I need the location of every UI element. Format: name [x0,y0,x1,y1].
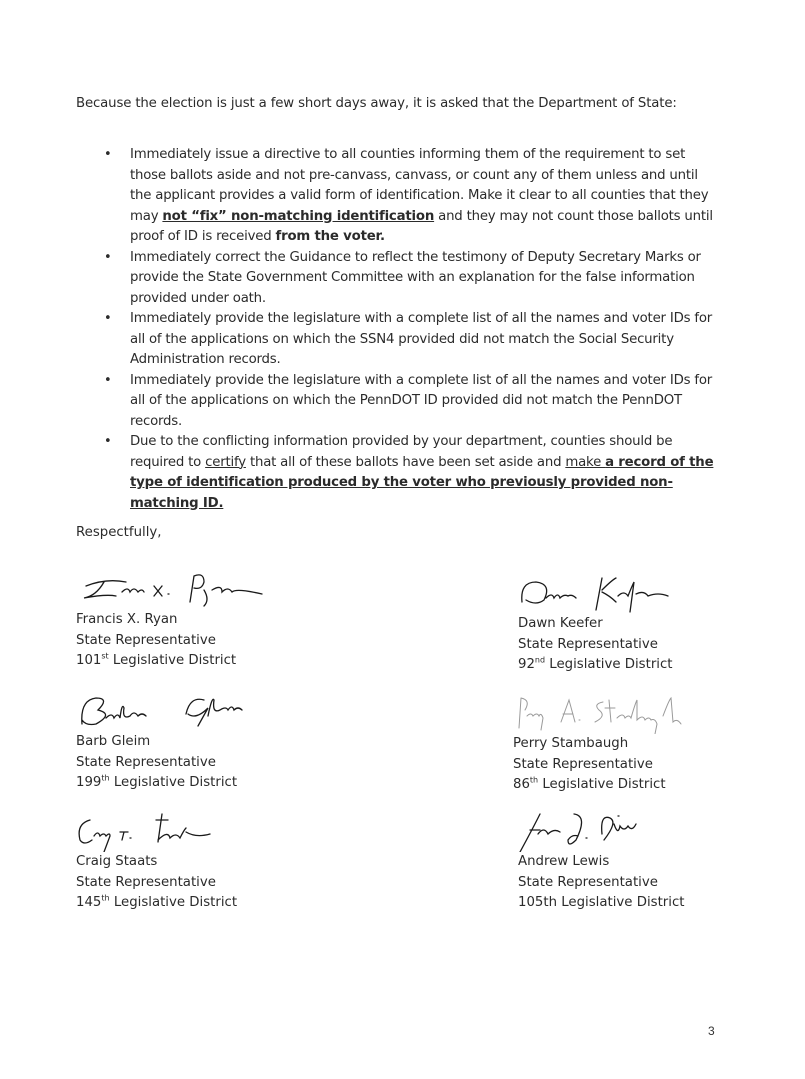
signatory-title: State Representative [518,636,658,652]
request-item: • Immediately provide the legislature with a complete list of all the names and voter IDs for all of the applications on which the PennDOT ID provided did not match the PennDOT records. [104,372,713,429]
signature-craig-staats-icon [76,810,236,852]
emphasis-text: certify [205,454,246,470]
request-item: • Immediately correct the Guidance to reflect the testimony of Deputy Secretary Marks or provide the State Government Committee with an explanation for the false information provided under oath. [104,249,701,306]
signatory-name: Andrew Lewis [518,854,610,869]
intro-paragraph: Because the election is just a few short days away, it is asked that the Department of State: [76,96,677,111]
bullet-icon: • [104,311,112,326]
signatory-name: Barb Gleim [76,734,151,749]
signature-andrew-lewis-icon [518,810,688,852]
signatory-title: State Representative [513,756,653,772]
emphasis-text: not “fix” non-matching identification [162,208,435,224]
closing-salutation: Respectfully, [76,525,162,540]
signatory-name: Francis X. Ryan [76,612,178,627]
signature-dawn-keefer-icon [518,572,688,614]
signature-francis-ryan-icon [76,568,286,610]
bullet-icon: • [104,434,112,449]
emphasis-text: from the voter. [275,229,385,244]
request-item: • Immediately provide the legislature with a complete list of all the names and voter IDs for all of the applications on which the SSN4 provided did not match the Social Security Administration records. [104,311,713,367]
signatory-district: 145th Legislative District [76,893,238,910]
signatory-block [76,810,237,914]
bullet-icon: • [104,147,112,162]
signatory-name: Craig Staats [76,854,158,869]
request-list [100,145,720,514]
signatory-block [518,810,688,914]
signature-barbara-gleim-icon [76,690,286,732]
bullet-icon: • [104,249,112,265]
signatory-district: 92nd Legislative District [518,655,673,672]
signatory-district: 101st Legislative District [76,651,237,668]
signatory-block [76,690,286,794]
signatory-name: Dawn Keefer [518,616,603,631]
request-item: • Immediately issue a directive to all counties informing them of the requirement to set those ballots aside and not pre-canvass, canvass, or count any of them unless and until the applicant provides a valid form of identification. Make it clear to all counties that they may not “fix” non-matching identification and they may not count those ballots until proof of ID is received from the voter. [104,147,713,244]
signatory-title: State Representative [518,874,658,890]
page-number: 3 [708,1024,715,1038]
bullet-icon: • [104,372,112,388]
signatory-title: State Representative [76,632,216,648]
emphasis-text: a record of the type of identification produced by the voter who previously provided non-matching ID. [130,454,714,511]
request-item: • Due to the conflicting information provided by your department, counties should be required to certify that all of these ballots have been set aside and make a record of the type of identification produced by the voter who previously provided non-matching ID. [104,434,714,511]
signatory-district: 86th Legislative District [513,775,666,792]
signature-perry-stambaugh-icon [513,692,703,734]
signatory-block [518,572,688,676]
signatory-block [513,692,703,796]
signatory-district: 199th Legislative District [76,773,238,790]
signatory-block [76,568,286,672]
signatory-title: State Representative [76,874,216,890]
signatory-name: Perry Stambaugh [513,736,629,751]
signatory-district: 105th Legislative District [518,895,685,910]
signatory-title: State Representative [76,754,216,770]
